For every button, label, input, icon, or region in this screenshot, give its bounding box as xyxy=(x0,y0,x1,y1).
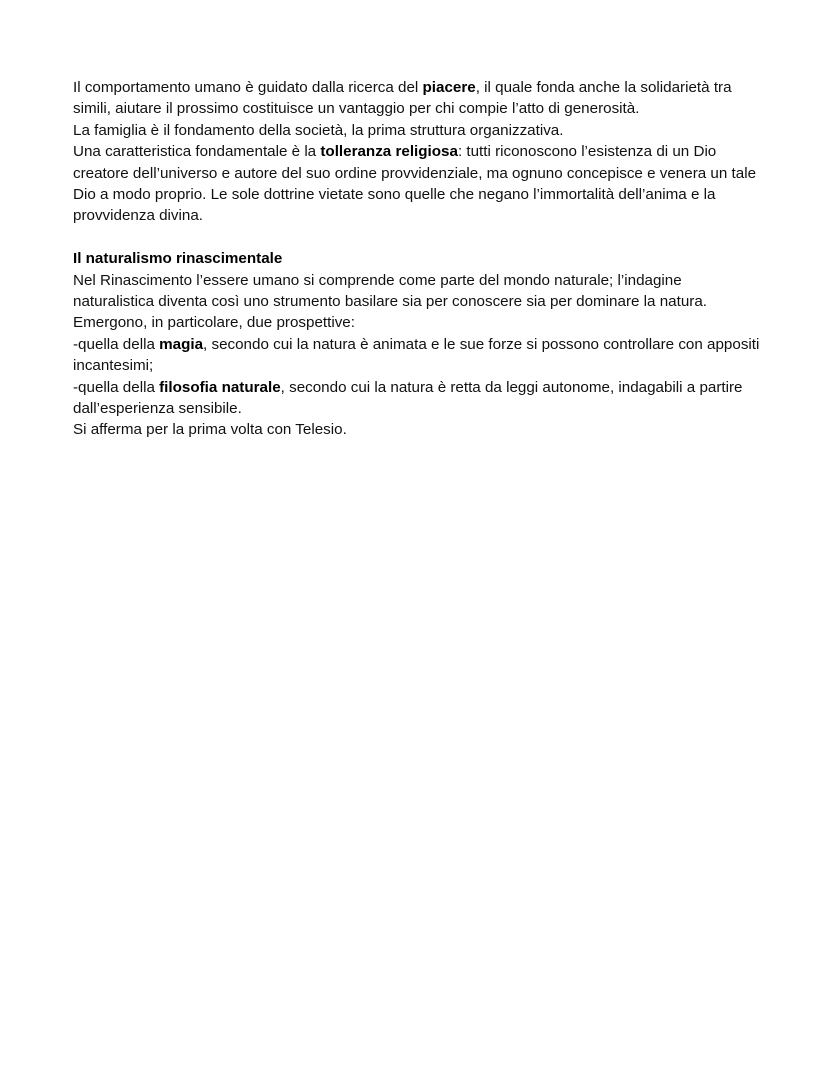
paragraph-telesio: Si afferma per la prima volta con Telesio. xyxy=(73,421,347,439)
document-page xyxy=(73,77,763,441)
blank-line xyxy=(73,227,763,248)
paragraph-prospettive: Emergono, in particolare, due prospettive: xyxy=(73,314,355,332)
paragraph-piacere xyxy=(73,77,763,120)
paragraph-rinascimento: Nel Rinascimento l’essere umano si comprende come parte del mondo naturale; l’indagine naturalistica diventa così uno strumento basilare sia per conoscere sia per dominare la natura. xyxy=(73,271,707,311)
text-segment: : tutti riconoscono l’esistenza di un Dio creatore dell’universo e autore del suo ordine provvidenziale, ma ognuno concepisce e venera un tale Dio a modo proprio. Le sole dottrine vietate sono quelle che negano l’immortalità dell’anima e la provvidenza divina. xyxy=(73,143,757,225)
list-item-magia xyxy=(73,334,763,377)
text-segment: Una caratteristica fondamentale è la xyxy=(73,143,321,161)
list-item-filosofia-naturale xyxy=(73,377,763,420)
bold-term-piacere: piacere xyxy=(422,79,476,96)
bold-term-magia: magia xyxy=(159,335,204,353)
text-segment: , secondo cui la natura è retta da leggi autonome, indagabili a partire dall’esperienza sensibile. xyxy=(73,378,743,418)
paragraph-famiglia: La famiglia è il fondamento della società, la prima struttura organizzativa. xyxy=(73,121,564,139)
text-segment: , il quale fonda anche la solidarietà tra simili, aiutare il prossimo costituisce un vantaggio per chi compie l’atto di generosità. xyxy=(73,79,732,118)
bold-term-tolleranza-religiosa: tolleranza religiosa xyxy=(320,143,458,161)
text-segment: -quella della xyxy=(73,378,160,396)
paragraph-tolleranza xyxy=(73,141,763,227)
bold-term-filosofia-naturale: filosofia naturale xyxy=(159,378,281,396)
text-segment: , secondo cui la natura è animata e le sue forze si possono controllare con appositi incantesimi; xyxy=(73,335,760,375)
text-segment: -quella della xyxy=(73,335,160,353)
text-segment: Il comportamento umano è guidato dalla ricerca del xyxy=(73,79,423,96)
section-heading-naturalismo: Il naturalismo rinascimentale xyxy=(73,250,283,268)
